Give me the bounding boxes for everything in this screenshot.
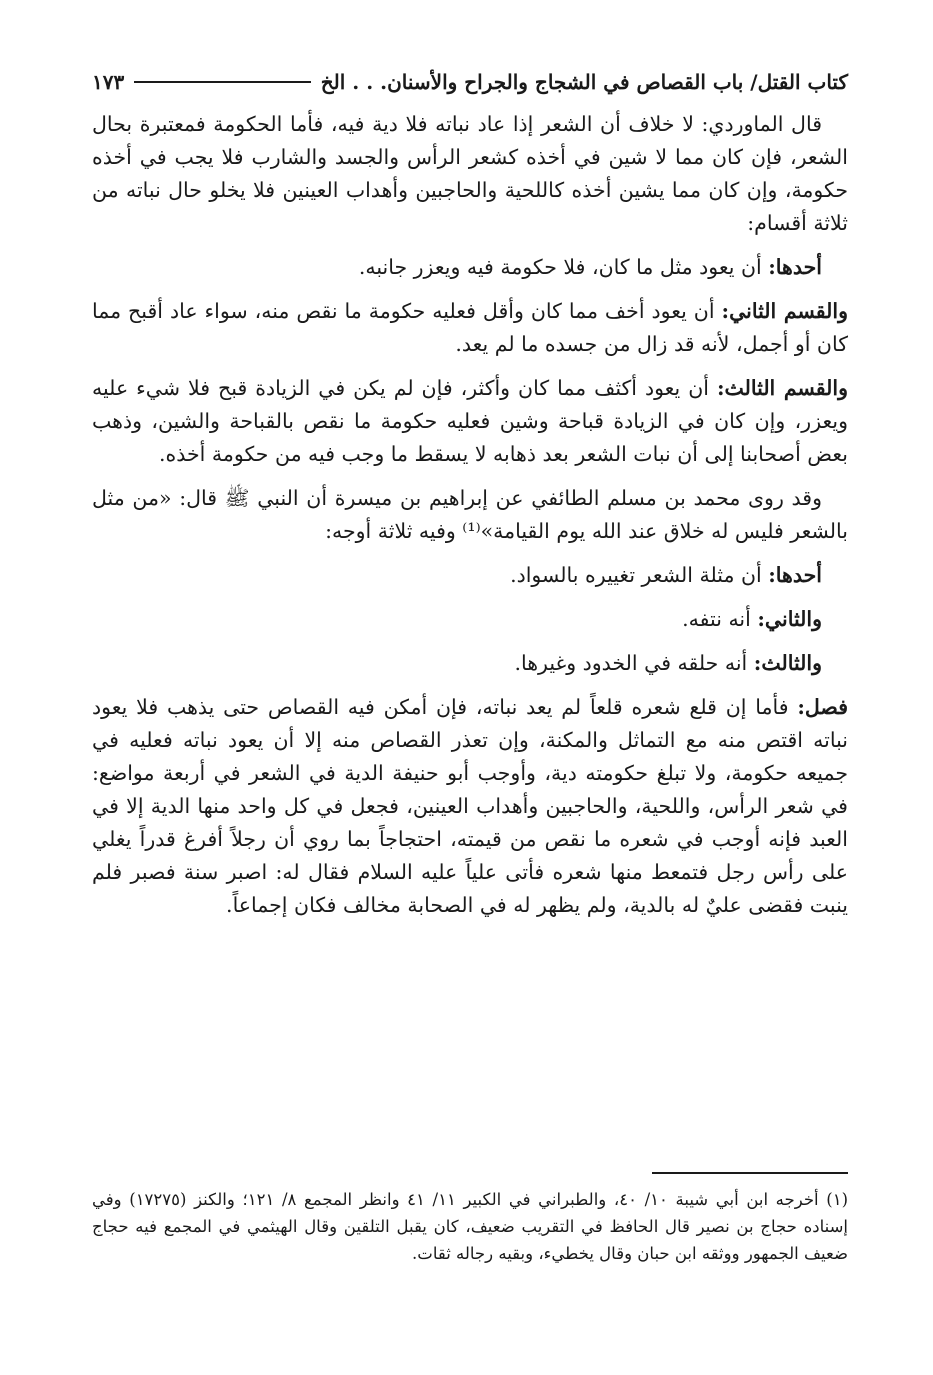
footnote: (١) أخرجه ابن أبي شيبة ١٠/ ٤٠، والطبراني في الكبير ١١/ ٤١ وانظر المجمع ٨/ ١٢١؛ والكنز (١٧٢٧٥) وفي إسناده حجاج بن نصير قال الحافظ في التقريب ضعيف، كان يقبل التلقين وقال الهيثمي في المجمع فيه حجاج ضعيف الجمهور ووثقه ابن حبان وقال يخطيء، وبقيه رجاله ثقات. xyxy=(92,1190,848,1263)
paragraph-lead: والثالث: xyxy=(753,651,822,675)
paragraph: وقد روى محمد بن مسلم الطائفي عن إبراهيم بن ميسرة أن النبي ﷺ قال: «من مثل بالشعر فليس له خلاق عند الله يوم القيامة»⁽¹⁾ وفيه ثلاثة أوجه: xyxy=(92,486,848,543)
paragraph: والقسم الثاني: أن يعود أخف مما كان وأقل فعليه حكومة ما نقص منه، سواء عاد أقبح مما كان أو أجمل، لأنه قد زال من جسده ما لم يعد. xyxy=(92,299,848,356)
paragraph: والقسم الثالث: أن يعود أكثف مما كان وأكثر، فإن لم يكن في الزيادة قبح فلا شيء عليه ويعزر، وإن كان في الزيادة قباحة وشين فعليه حكومة ما نقص بالقباحة والشين، وذهب بعض أصحابنا إلى أن نبات الشعر بعد ذهابه لا يسقط ما وجب فيه من حكومة أخذه. xyxy=(92,376,848,466)
main-text xyxy=(92,108,848,933)
paragraph: أحدها: أن يعود مثل ما كان، فلا حكومة فيه ويعزر جانبه. xyxy=(358,255,822,279)
paragraph-lead: والقسم الثالث: xyxy=(716,376,848,400)
footnote-separator xyxy=(652,1172,848,1174)
running-header xyxy=(92,62,848,102)
paragraph: فصل: فأما إن قلع شعره قلعاً لم يعد نباته، فإن أمكن فيه القصاص حتى يذهب فلا يعود نباته اقتص منه مع التماثل والمكنة، وإن تعذر القصاص منه إلا أن يعود نباته فعليه في جميعه حكومة، ولا تبلغ حكومته دية، وأوجب أبو حنيفة الدية في الشعر في أربعة مواضع: في شعر الرأس، واللحية، والحاجبين وأهداب العينين، فجعل في كل واحد منها الدية إلا في العبد فإنه أوجب في شعره ما نقص من قيمته، احتجاجاً بما روي أن رجلاً أفرغ قدراً يغلي على رأس رجل فتمعط منها شعره فأتى علياً عليه السلام فقال له: اصبر سنة فصبر فلم ينبت فقضى عليٌ له بالدية، ولم يظهر له في الصحابة مخالف فكان إجماعاً. xyxy=(92,695,848,917)
header-title: كتاب القتل/ باب القصاص في الشجاج والجراح والأسنان. . . الخ xyxy=(320,70,848,94)
paragraph: والثالث: أنه حلقه في الخدود وغيرها. xyxy=(514,651,822,675)
paragraph-lead: أحدها: xyxy=(768,255,822,279)
paragraph: قال الماوردي: لا خلاف أن الشعر إذا عاد نباته فلا دية فيه، فأما الحكومة فمعتبرة بحال الشعر، فإن كان مما لا شين في أخذه كشعر الرأس والجسد والشارب فلا يجب في أخذه حكومة، وإن كان مما يشين أخذه كاللحية والحاجبين وأهداب العينين فلا يخلو حال نباته من ثلاثة أقسام: xyxy=(92,112,848,235)
paragraph-lead: فصل: xyxy=(797,695,848,719)
header-rule xyxy=(134,81,311,83)
page-number: ١٧٣ xyxy=(92,70,125,94)
paragraph-lead: والقسم الثاني: xyxy=(721,299,848,323)
paragraph-lead: أحدها: xyxy=(768,563,822,587)
paragraph: أحدها: أن مثلة الشعر تغييره بالسواد. xyxy=(510,563,822,587)
paragraph-lead: والثاني: xyxy=(757,607,822,631)
paragraph: والثاني: أنه نتفه. xyxy=(682,607,822,631)
